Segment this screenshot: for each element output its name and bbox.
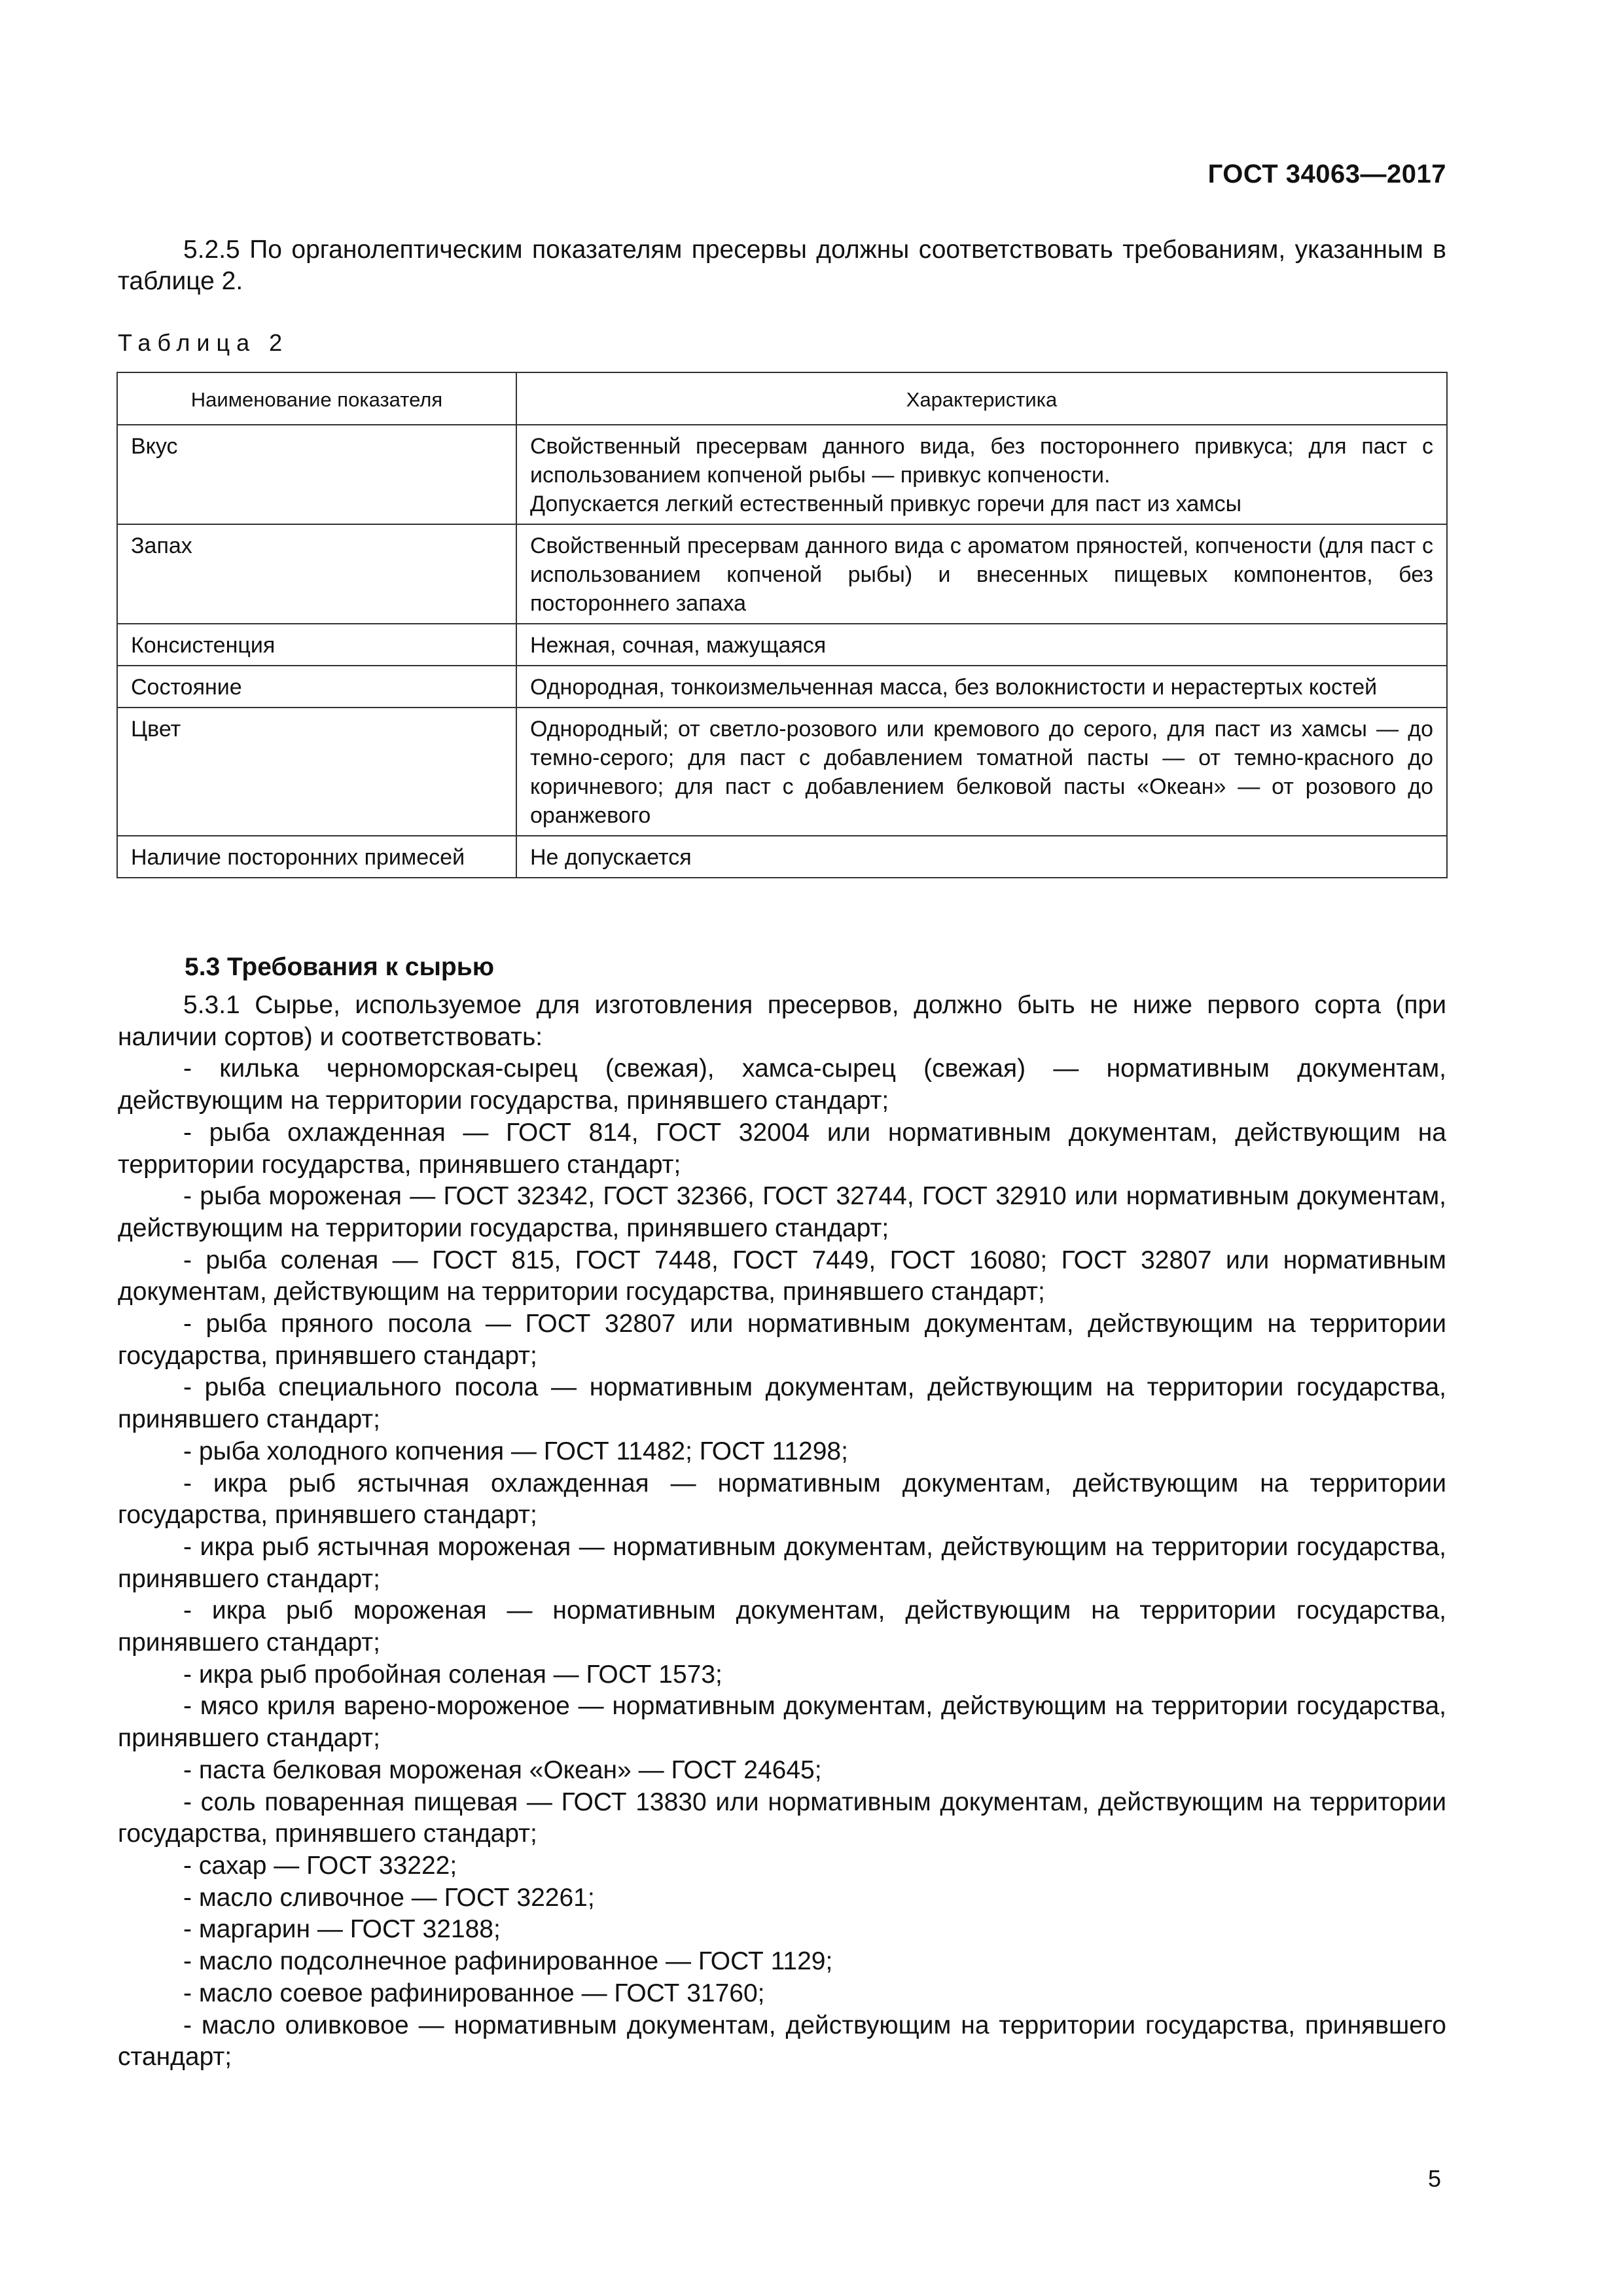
row-name: Цвет (117, 708, 516, 836)
table-row (117, 666, 1447, 708)
table-row (117, 624, 1447, 666)
list-item: - масло подсолнечное рафинированное — ГОСТ 1129; (183, 1947, 833, 1976)
row-name: Наличие посторонних примесей (117, 836, 516, 878)
row-description (516, 524, 1447, 624)
list-item: - икра рыб пробойная соленая — ГОСТ 1573; (183, 1660, 722, 1689)
row-description (516, 425, 1447, 524)
list-item: - рыба холодного копчения — ГОСТ 11482; ГОСТ 11298; (183, 1437, 848, 1465)
section-lead: 5.3.1 Сырье, используемое для изготовления пресервов, должно быть не ниже первого сорта (при наличии сортов) и соответствовать: (118, 991, 1446, 1051)
organoleptic-table (116, 372, 1448, 878)
list-item: - икра рыб мороженая — нормативным документам, действующим на территории государства, принявшего стандарт; (118, 1596, 1446, 1657)
list-item: - рыба специального посола — нормативным документам, действующим на территории государства, принявшего стандарт; (118, 1373, 1446, 1434)
row-description-line: Однородный; от светло-розового или кремового до серого, для паст из хамсы — до темно-серого; для паст с добавлением томатной пасты — от темно-красного до коричневого; для паст с добавлением белковой пасты «Океан» — от розового до оранжевого (530, 717, 1433, 828)
list-item: - килька черноморская-сырец (свежая), хамса-сырец (свежая) — нормативным документам, действующим на территории государства, принявшего стандарт; (118, 1054, 1446, 1115)
row-description-line: Свойственный пресервам данного вида, без постороннего привкуса; для паст с использованием копченой рыбы — привкус копчености. (530, 434, 1433, 488)
row-description (516, 624, 1447, 666)
row-description-line: Не допускается (530, 845, 692, 870)
row-description-line: Свойственный пресервам данного вида с ароматом пряностей, копчености (для паст с использованием копченой рыбы) и внесенных пищевых компонентов, без постороннего запаха (530, 533, 1433, 616)
table-row (117, 425, 1447, 524)
list-item: - рыба пряного посола — ГОСТ 32807 или нормативным документам, действующим на территории государства, принявшего стандарт; (118, 1310, 1446, 1370)
list-item: - мясо криля варено-мороженое — нормативным документам, действующим на территории государства, принявшего стандарт; (118, 1692, 1446, 1753)
list-item: - паста белковая мороженая «Океан» — ГОСТ 24645; (183, 1755, 822, 1784)
raw-materials-list (118, 990, 1446, 2073)
document-code: ГОСТ 34063—2017 (1207, 160, 1446, 188)
section-title: 5.3 Требования к сырью (185, 953, 495, 981)
row-description-line: Допускается легкий естественный привкус горечи для паст из хамсы (530, 492, 1242, 516)
list-item: - икра рыб ястычная охлажденная — нормативным документам, действующим на территории государства, принявшего стандарт; (118, 1469, 1446, 1530)
row-description (516, 666, 1447, 708)
table-row (117, 708, 1447, 836)
row-description (516, 708, 1447, 836)
row-description-line: Нежная, сочная, мажущаяся (530, 633, 827, 658)
row-name: Вкус (117, 425, 516, 524)
row-description (516, 836, 1447, 878)
table-row (117, 836, 1447, 878)
list-item: - рыба мороженая — ГОСТ 32342, ГОСТ 32366, ГОСТ 32744, ГОСТ 32910 или нормативным документам, действующим на территории государства, принявшего стандарт; (118, 1182, 1446, 1242)
page-number: 5 (1427, 2165, 1441, 2192)
intro-paragraph: 5.2.5 По органолептическим показателям пресервы должны соответствовать требованиям, указанным в таблице 2. (118, 236, 1446, 295)
row-name: Запах (117, 524, 516, 624)
list-item: - соль поваренная пищевая — ГОСТ 13830 или нормативным документам, действующим на территории государства, принявшего стандарт; (118, 1787, 1446, 1848)
list-item: - масло оливковое — нормативным документам, действующим на территории государства, принявшего стандарт; (118, 2011, 1446, 2072)
list-item: - рыба соленая — ГОСТ 815, ГОСТ 7448, ГОСТ 7449, ГОСТ 16080; ГОСТ 32807 или нормативным документам, действующим на территории государства, принявшего стандарт; (118, 1246, 1446, 1306)
list-item: - рыба охлажденная — ГОСТ 814, ГОСТ 32004 или нормативным документам, действующим на территории государства, принявшего стандарт; (118, 1118, 1446, 1179)
table-header-row (117, 372, 1447, 425)
list-item: - маргарин — ГОСТ 32188; (183, 1915, 501, 1944)
list-item: - масло соевое рафинированное — ГОСТ 31760; (183, 1979, 765, 2007)
list-item: - сахар — ГОСТ 33222; (183, 1851, 457, 1880)
list-item: - икра рыб ястычная мороженая — нормативным документам, действующим на территории государства, принявшего стандарт; (118, 1532, 1446, 1593)
header-indicator: Наименование показателя (117, 372, 516, 425)
table-caption: Таблица 2 (118, 329, 289, 356)
header-characteristic: Характеристика (516, 372, 1447, 425)
list-item: - масло сливочное — ГОСТ 32261; (183, 1883, 595, 1912)
table-row (117, 524, 1447, 624)
row-name: Состояние (117, 666, 516, 708)
row-name: Консистенция (117, 624, 516, 666)
row-description-line: Однородная, тонкоизмельченная масса, без волокнистости и нерастертых костей (530, 675, 1378, 700)
